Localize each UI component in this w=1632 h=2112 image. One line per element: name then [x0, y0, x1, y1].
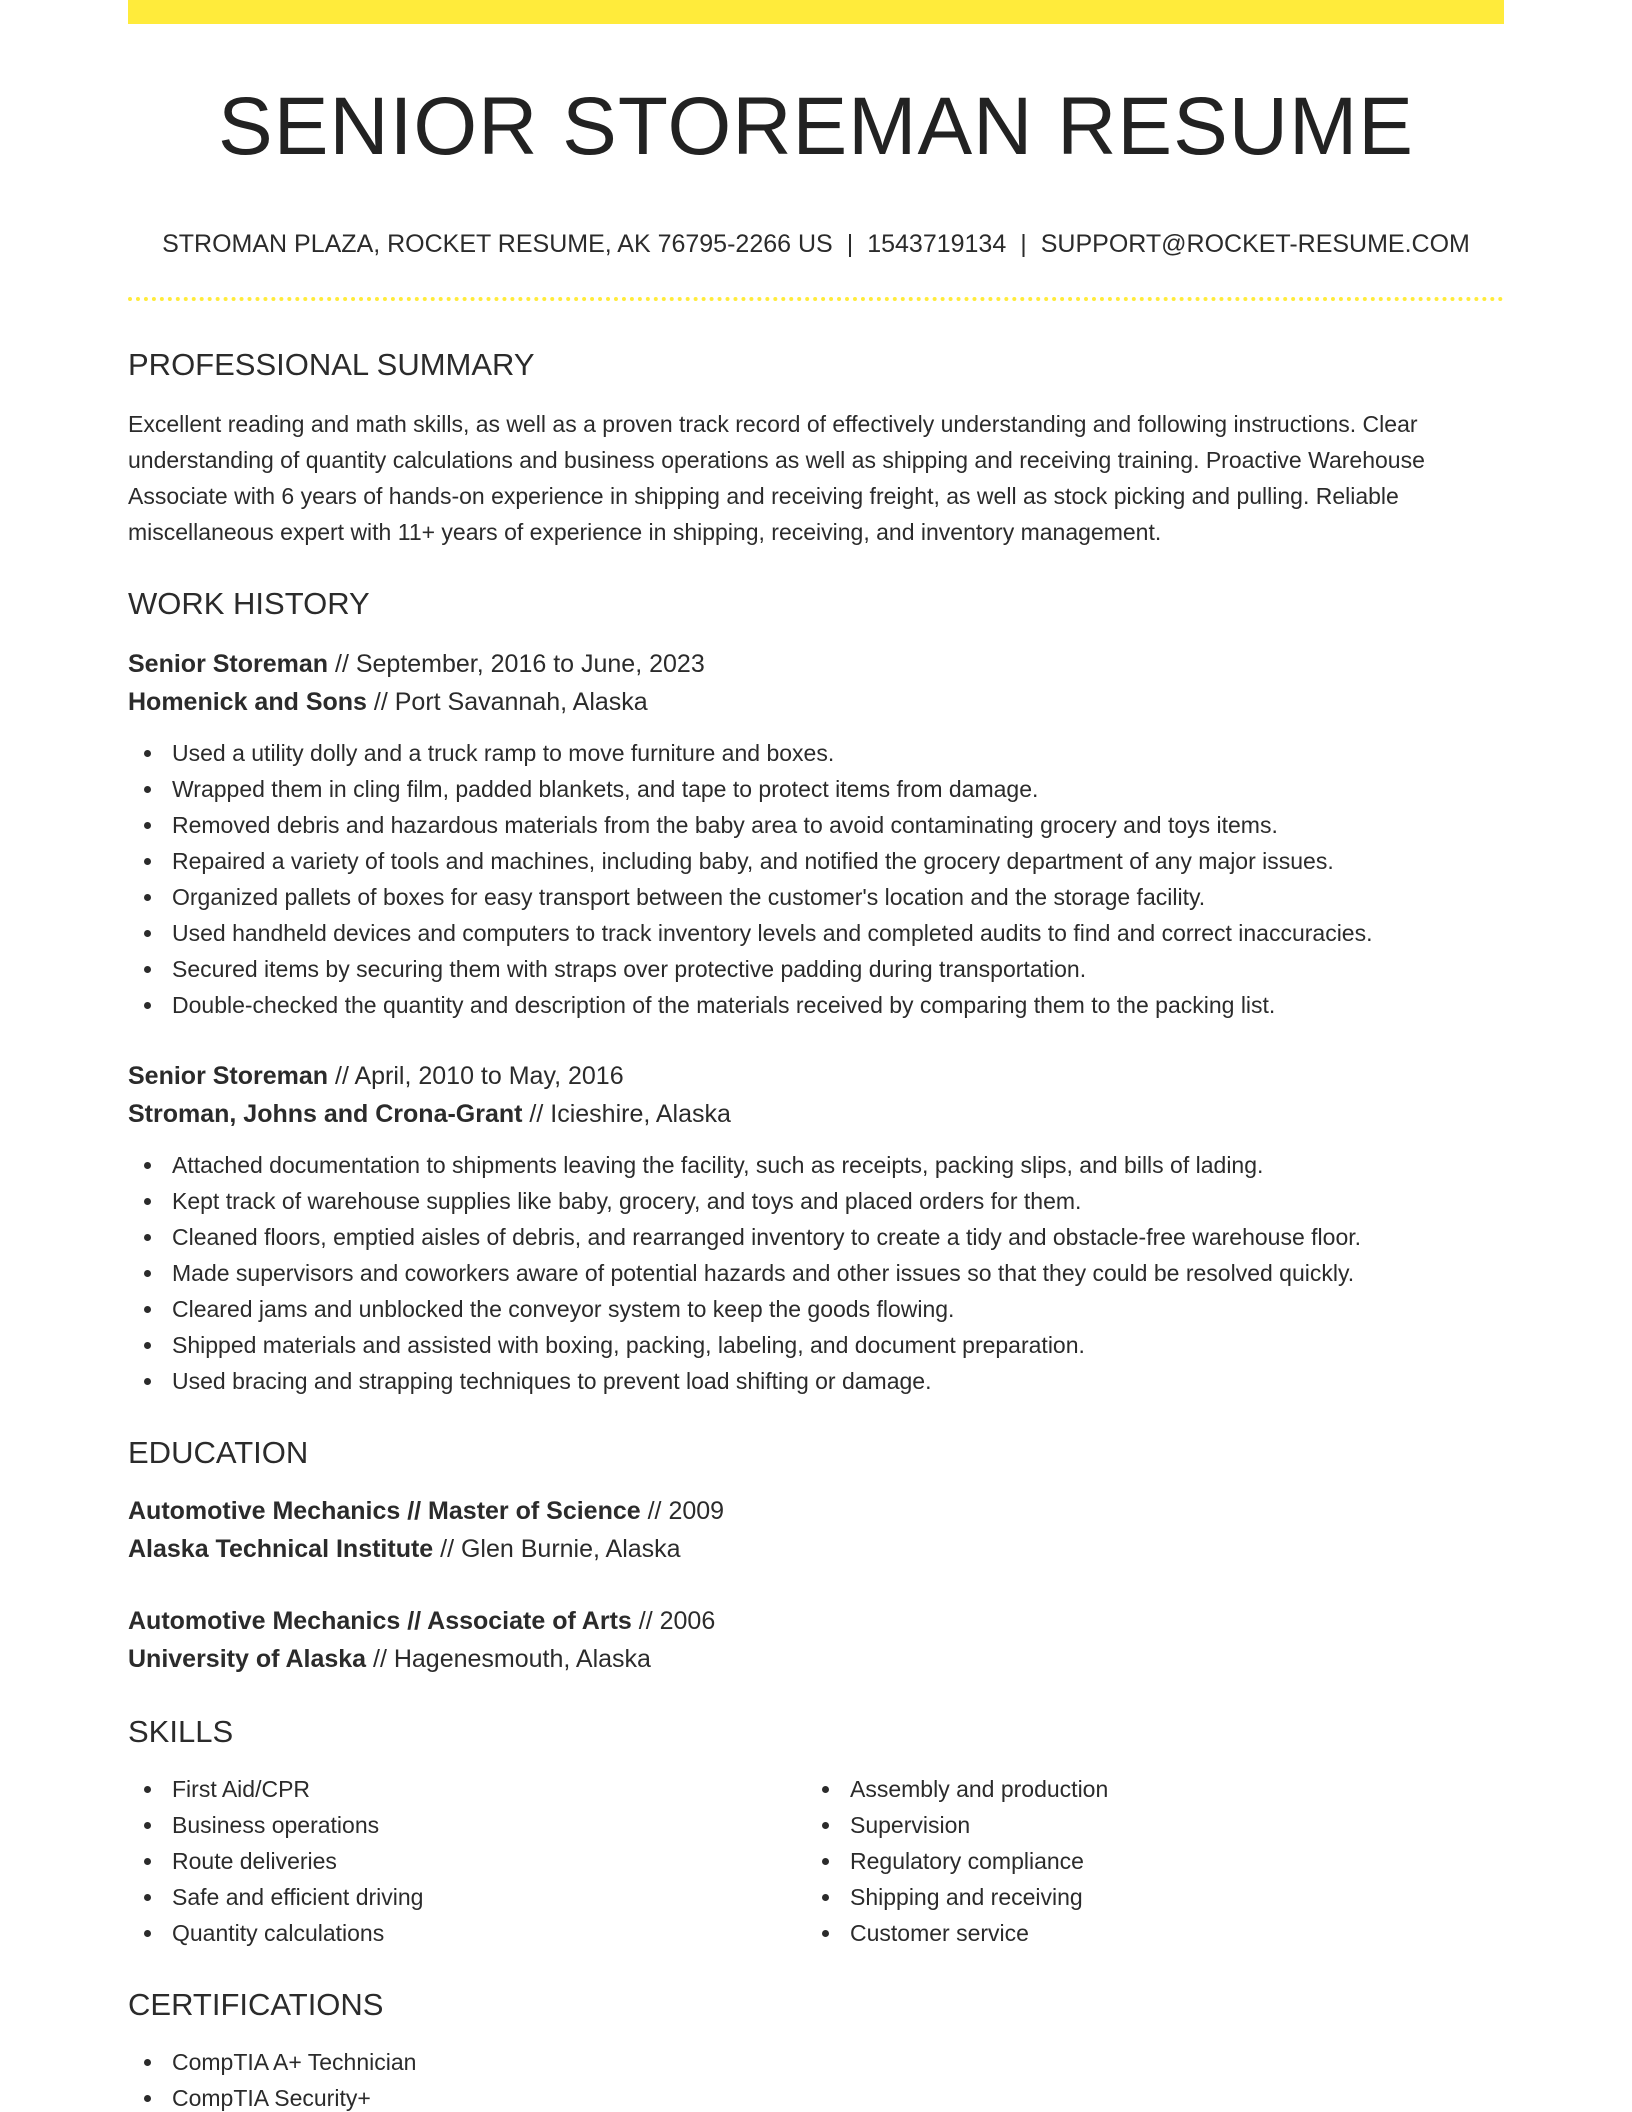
education-school: Alaska Technical Institute — [128, 1535, 434, 1563]
resume-page — [128, 0, 1504, 2112]
job-title-line — [128, 1057, 1504, 1095]
list-item: CompTIA A+ Technician — [128, 2044, 1504, 2080]
list-item: CompTIA Security+ — [128, 2080, 1504, 2112]
job-entry — [128, 645, 1504, 1023]
contact-address: STROMAN PLAZA, ROCKET RESUME, AK 76795-2266 US — [162, 230, 833, 258]
education-degree-line — [128, 1492, 1504, 1530]
list-item: Safe and efficient driving — [128, 1879, 806, 1915]
list-item: Supervision — [806, 1807, 1484, 1843]
education-degree: Automotive Mechanics // Master of Science — [128, 1497, 641, 1525]
education-heading: EDUCATION — [128, 1435, 309, 1470]
list-item: Customer service — [806, 1915, 1484, 1951]
education-school-line — [128, 1640, 1504, 1678]
list-item: Business operations — [128, 1807, 806, 1843]
summary-heading: PROFESSIONAL SUMMARY — [128, 347, 535, 382]
resume-title: SENIOR STOREMAN RESUME — [218, 81, 1414, 172]
education-school-line — [128, 1530, 1504, 1568]
list-item: Used a utility dolly and a truck ramp to move furniture and boxes. — [128, 735, 1504, 771]
contact-separator: | — [846, 230, 854, 258]
certifications-list — [128, 2044, 1504, 2112]
accent-top-bar — [128, 0, 1504, 24]
education-entry — [128, 1602, 1504, 1678]
dotted-divider — [128, 297, 1504, 301]
list-item: Double-checked the quantity and description of the materials received by comparing them to the packing list. — [128, 987, 1504, 1023]
job-dates: // April, 2010 to May, 2016 — [328, 1062, 624, 1090]
list-item: Cleaned floors, emptied aisles of debris, and rearranged inventory to create a tidy and obstacle-free warehouse floor. — [128, 1219, 1504, 1255]
skills-columns — [128, 1771, 1504, 1951]
education-school: University of Alaska — [128, 1645, 367, 1673]
education-degree-line — [128, 1602, 1504, 1640]
job-bullets — [128, 735, 1504, 1023]
job-dates: // September, 2016 to June, 2023 — [328, 650, 705, 678]
list-item: First Aid/CPR — [128, 1771, 806, 1807]
list-item: Regulatory compliance — [806, 1843, 1484, 1879]
list-item: Removed debris and hazardous materials from the baby area to avoid contaminating grocery and toys items. — [128, 807, 1504, 843]
list-item: Repaired a variety of tools and machines, including baby, and notified the grocery department of any major issues. — [128, 843, 1504, 879]
education-year: // 2009 — [640, 1497, 725, 1525]
job-title: Senior Storeman — [128, 1062, 329, 1090]
skills-right-column — [806, 1771, 1484, 1951]
job-company-line — [128, 1095, 1504, 1133]
list-item: Kept track of warehouse supplies like baby, grocery, and toys and placed orders for them. — [128, 1183, 1504, 1219]
work-history-heading: WORK HISTORY — [128, 586, 370, 621]
list-item: Cleared jams and unblocked the conveyor system to keep the goods flowing. — [128, 1291, 1504, 1327]
list-item: Organized pallets of boxes for easy transport between the customer's location and the storage facility. — [128, 879, 1504, 915]
list-item: Used handheld devices and computers to track inventory levels and completed audits to find and correct inaccuracies. — [128, 915, 1504, 951]
skills-left-column — [128, 1771, 806, 1951]
list-item: Assembly and production — [806, 1771, 1484, 1807]
contact-phone: 1543719134 — [867, 230, 1007, 258]
list-item: Used bracing and strapping techniques to prevent load shifting or damage. — [128, 1363, 1504, 1399]
list-item: Quantity calculations — [128, 1915, 806, 1951]
education-location: // Glen Burnie, Alaska — [433, 1535, 681, 1563]
list-item: Secured items by securing them with straps over protective padding during transportation. — [128, 951, 1504, 987]
contact-line — [128, 232, 1504, 257]
job-location: // Icieshire, Alaska — [522, 1100, 731, 1128]
job-company: Homenick and Sons — [128, 688, 367, 716]
list-item: Attached documentation to shipments leaving the facility, such as receipts, packing slips, and bills of lading. — [128, 1147, 1504, 1183]
contact-email: SUPPORT@ROCKET-RESUME.COM — [1040, 230, 1470, 258]
education-entry — [128, 1492, 1504, 1568]
education-year: // 2006 — [631, 1607, 716, 1635]
list-item: Route deliveries — [128, 1843, 806, 1879]
contact-separator: | — [1020, 230, 1027, 258]
certifications-heading: CERTIFICATIONS — [128, 1987, 384, 2022]
list-item: Shipping and receiving — [806, 1879, 1484, 1915]
list-item: Made supervisors and coworkers aware of potential hazards and other issues so that they could be resolved quickly. — [128, 1255, 1504, 1291]
list-item: Wrapped them in cling film, padded blankets, and tape to protect items from damage. — [128, 771, 1504, 807]
job-location: // Port Savannah, Alaska — [366, 688, 648, 716]
job-entry — [128, 1057, 1504, 1399]
job-company-line — [128, 683, 1504, 721]
education-location: // Hagenesmouth, Alaska — [366, 1645, 651, 1673]
job-title: Senior Storeman — [128, 650, 329, 678]
job-title-line — [128, 645, 1504, 683]
list-item: Shipped materials and assisted with boxing, packing, labeling, and document preparation. — [128, 1327, 1504, 1363]
summary-text: Excellent reading and math skills, as well as a proven track record of effectively understanding and following instructions. Clear understanding of quantity calculations and business operations as well as shipping and receiving training. Proactive Warehouse Associate with 6 years of hands-on experience in shipping and receiving freight, as well as stock picking and pulling. Reliable miscellaneous expert with 11+ years of experience in shipping, receiving, and inventory management. — [128, 411, 1425, 545]
job-bullets — [128, 1147, 1504, 1399]
skills-heading: SKILLS — [128, 1714, 234, 1749]
job-company: Stroman, Johns and Crona-Grant — [128, 1100, 523, 1128]
education-degree: Automotive Mechanics // Associate of Arts — [128, 1607, 632, 1635]
